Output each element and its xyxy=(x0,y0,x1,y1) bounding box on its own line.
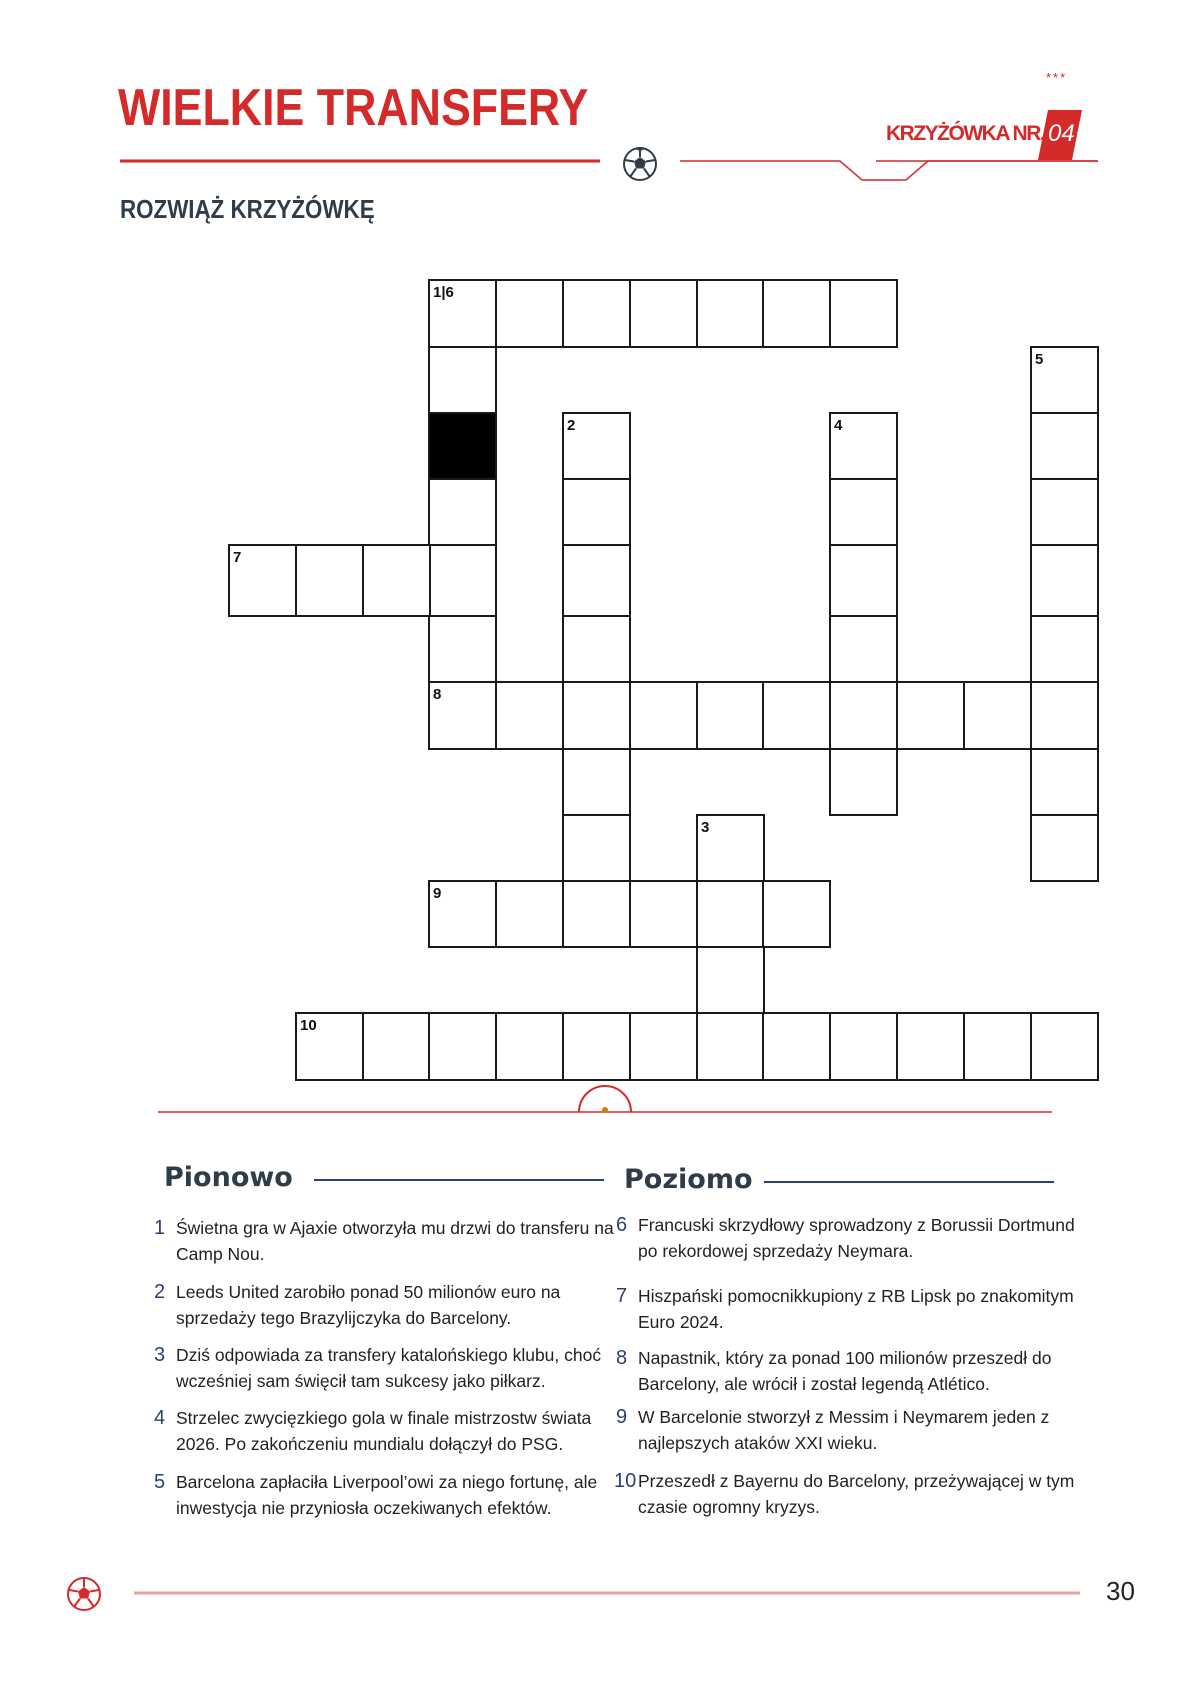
clue-across-6 xyxy=(616,1212,1078,1264)
crossword-cell[interactable] xyxy=(1030,346,1099,414)
clue-text: Francuski skrzydłowy sprowadzony z Borussii Dortmund po rekordowej sprzedaży Neymara. xyxy=(638,1215,1075,1261)
clue-number: 7 xyxy=(616,1285,628,1307)
crossword-cell[interactable] xyxy=(495,279,564,348)
crossword-cell[interactable] xyxy=(696,946,765,1014)
crossword-clue-number: 5 xyxy=(1035,351,1044,368)
crossword-cell[interactable] xyxy=(829,279,898,348)
crossword-cell[interactable] xyxy=(1030,412,1099,480)
crossword-cell[interactable] xyxy=(562,748,631,816)
crossword-cell[interactable] xyxy=(762,279,831,348)
crossword-cell[interactable] xyxy=(562,615,631,683)
crossword-cell[interactable] xyxy=(1030,681,1099,750)
crossword-cell[interactable] xyxy=(562,478,631,546)
crossword-cell[interactable] xyxy=(1030,615,1099,683)
clue-text: Przeszedł z Bayernu do Barcelony, przeżywającej w tym czasie ogromny kryzys. xyxy=(638,1471,1075,1517)
crossword-cell[interactable] xyxy=(428,544,497,617)
crossword-cell[interactable] xyxy=(629,279,698,348)
clue-text: W Barcelonie stworzył z Messim i Neymarem jeden z najlepszych ataków XXI wieku. xyxy=(638,1407,1050,1453)
puzzle-number: 04 xyxy=(1048,120,1075,147)
crossword-cell[interactable] xyxy=(428,880,497,948)
clue-number: 8 xyxy=(616,1347,628,1369)
crossword-block-cell xyxy=(428,412,497,480)
clue-text: Napastnik, który za ponad 100 milionów przeszedł do Barcelony, ale wrócił i został legendą Atlético. xyxy=(638,1348,1052,1394)
clue-down-5 xyxy=(154,1469,616,1521)
crossword-cell[interactable] xyxy=(696,814,765,882)
clue-text: Świetna gra w Ajaxie otworzyła mu drzwi do transferu na Camp Nou. xyxy=(176,1218,614,1264)
crossword-cell[interactable] xyxy=(829,478,898,546)
clue-text: Strzelec zwycięzkiego gola w finale mistrzostw świata 2026. Po zakończeniu mundialu dołączył do PSG. xyxy=(176,1408,592,1454)
soccer-ball-icon xyxy=(66,1576,102,1612)
crossword-cell[interactable] xyxy=(562,412,631,480)
clue-number: 10 xyxy=(614,1470,637,1492)
crossword-cell[interactable] xyxy=(1030,748,1099,816)
crossword-cell[interactable] xyxy=(1030,544,1099,617)
clue-down-4 xyxy=(154,1405,616,1457)
crossword-cell[interactable] xyxy=(362,544,431,617)
clue-down-1 xyxy=(154,1215,616,1267)
down-heading: Pionowo xyxy=(164,1162,293,1193)
clue-down-2 xyxy=(154,1279,616,1331)
crossword-cell[interactable] xyxy=(1030,814,1099,882)
across-heading: Poziomo xyxy=(624,1164,753,1195)
crossword-cell[interactable] xyxy=(762,681,831,750)
crossword-cell[interactable] xyxy=(428,681,497,750)
crossword-cell[interactable] xyxy=(829,681,898,750)
page-title: WIELKIE TRANSFERY xyxy=(118,79,589,137)
crossword-clue-number: 4 xyxy=(834,417,843,434)
crossword-cell[interactable] xyxy=(829,615,898,683)
clue-number: 9 xyxy=(616,1406,628,1428)
down-heading-rule xyxy=(314,1178,604,1182)
across-heading-rule xyxy=(764,1180,1054,1184)
crossword-cell[interactable] xyxy=(228,544,297,617)
clue-number: 3 xyxy=(154,1344,166,1366)
crossword-clue-number: 8 xyxy=(433,686,442,703)
clue-text: Dziś odpowiada za transfery katalońskiego klubu, choć wcześniej sam święcił tam sukcesy jako piłkarz. xyxy=(176,1345,602,1391)
crossword-cell[interactable] xyxy=(562,880,631,948)
crossword-clue-number: 7 xyxy=(233,549,242,566)
page-number: 30 xyxy=(1106,1576,1135,1606)
crossword-cell[interactable] xyxy=(428,478,497,546)
crossword-cell[interactable] xyxy=(696,681,765,750)
clue-text: Barcelona zapłaciła Liverpool’owi za niego fortunę, ale inwestycja nie przyniosła oczekiwanych efektów. xyxy=(176,1472,598,1518)
clue-across-10 xyxy=(614,1468,1078,1520)
clue-down-3 xyxy=(154,1342,616,1394)
crossword-cell[interactable] xyxy=(562,544,631,617)
pitch-divider xyxy=(0,1070,1200,1120)
crossword-cell[interactable] xyxy=(829,748,898,816)
clue-text: Leeds United zarobiło ponad 50 milionów euro na sprzedaży tego Brazylijczyka do Barcelony. xyxy=(176,1282,561,1328)
crossword-cell[interactable] xyxy=(495,880,564,948)
crossword-cell[interactable] xyxy=(562,814,631,882)
crossword-cell[interactable] xyxy=(829,544,898,617)
crossword-cell[interactable] xyxy=(428,615,497,683)
crossword-cell[interactable] xyxy=(1030,478,1099,546)
puzzle-label: KRZYŻÓWKA NR. xyxy=(886,122,1045,145)
crossword-cell[interactable] xyxy=(896,681,965,750)
crossword-cell[interactable] xyxy=(562,681,631,750)
clue-across-9 xyxy=(616,1404,1078,1456)
clue-number: 6 xyxy=(616,1214,628,1236)
crossword-cell[interactable] xyxy=(295,544,364,617)
clue-number: 2 xyxy=(154,1281,166,1303)
page-subtitle: ROZWIĄŻ KRZYŻÓWKĘ xyxy=(120,194,375,224)
crossword-clue-number: 1|6 xyxy=(433,284,454,301)
clue-number: 1 xyxy=(154,1217,166,1239)
footer-rule xyxy=(134,1590,1080,1596)
clue-across-7 xyxy=(616,1283,1078,1335)
crossword-cell[interactable] xyxy=(762,880,831,948)
crossword-clue-number: 2 xyxy=(567,417,576,434)
crossword-clue-number: 9 xyxy=(433,885,442,902)
crossword-cell[interactable] xyxy=(495,681,564,750)
crossword-cell[interactable] xyxy=(829,412,898,480)
decorative-stars: *** xyxy=(1046,70,1068,85)
crossword-clue-number: 10 xyxy=(300,1017,317,1034)
crossword-clue-number: 3 xyxy=(701,819,710,836)
clue-number: 5 xyxy=(154,1471,166,1493)
crossword-cell[interactable] xyxy=(428,279,497,348)
crossword-cell[interactable] xyxy=(629,681,698,750)
crossword-cell[interactable] xyxy=(696,279,765,348)
clue-number: 4 xyxy=(154,1407,166,1429)
crossword-cell[interactable] xyxy=(562,279,631,348)
crossword-cell[interactable] xyxy=(428,346,497,414)
crossword-cell[interactable] xyxy=(629,880,698,948)
crossword-cell[interactable] xyxy=(963,681,1032,750)
crossword-cell[interactable] xyxy=(696,880,765,948)
clue-across-8 xyxy=(616,1345,1078,1397)
clue-text: Hiszpański pomocnikkupiony z RB Lipsk po znakomitym Euro 2024. xyxy=(638,1286,1074,1332)
